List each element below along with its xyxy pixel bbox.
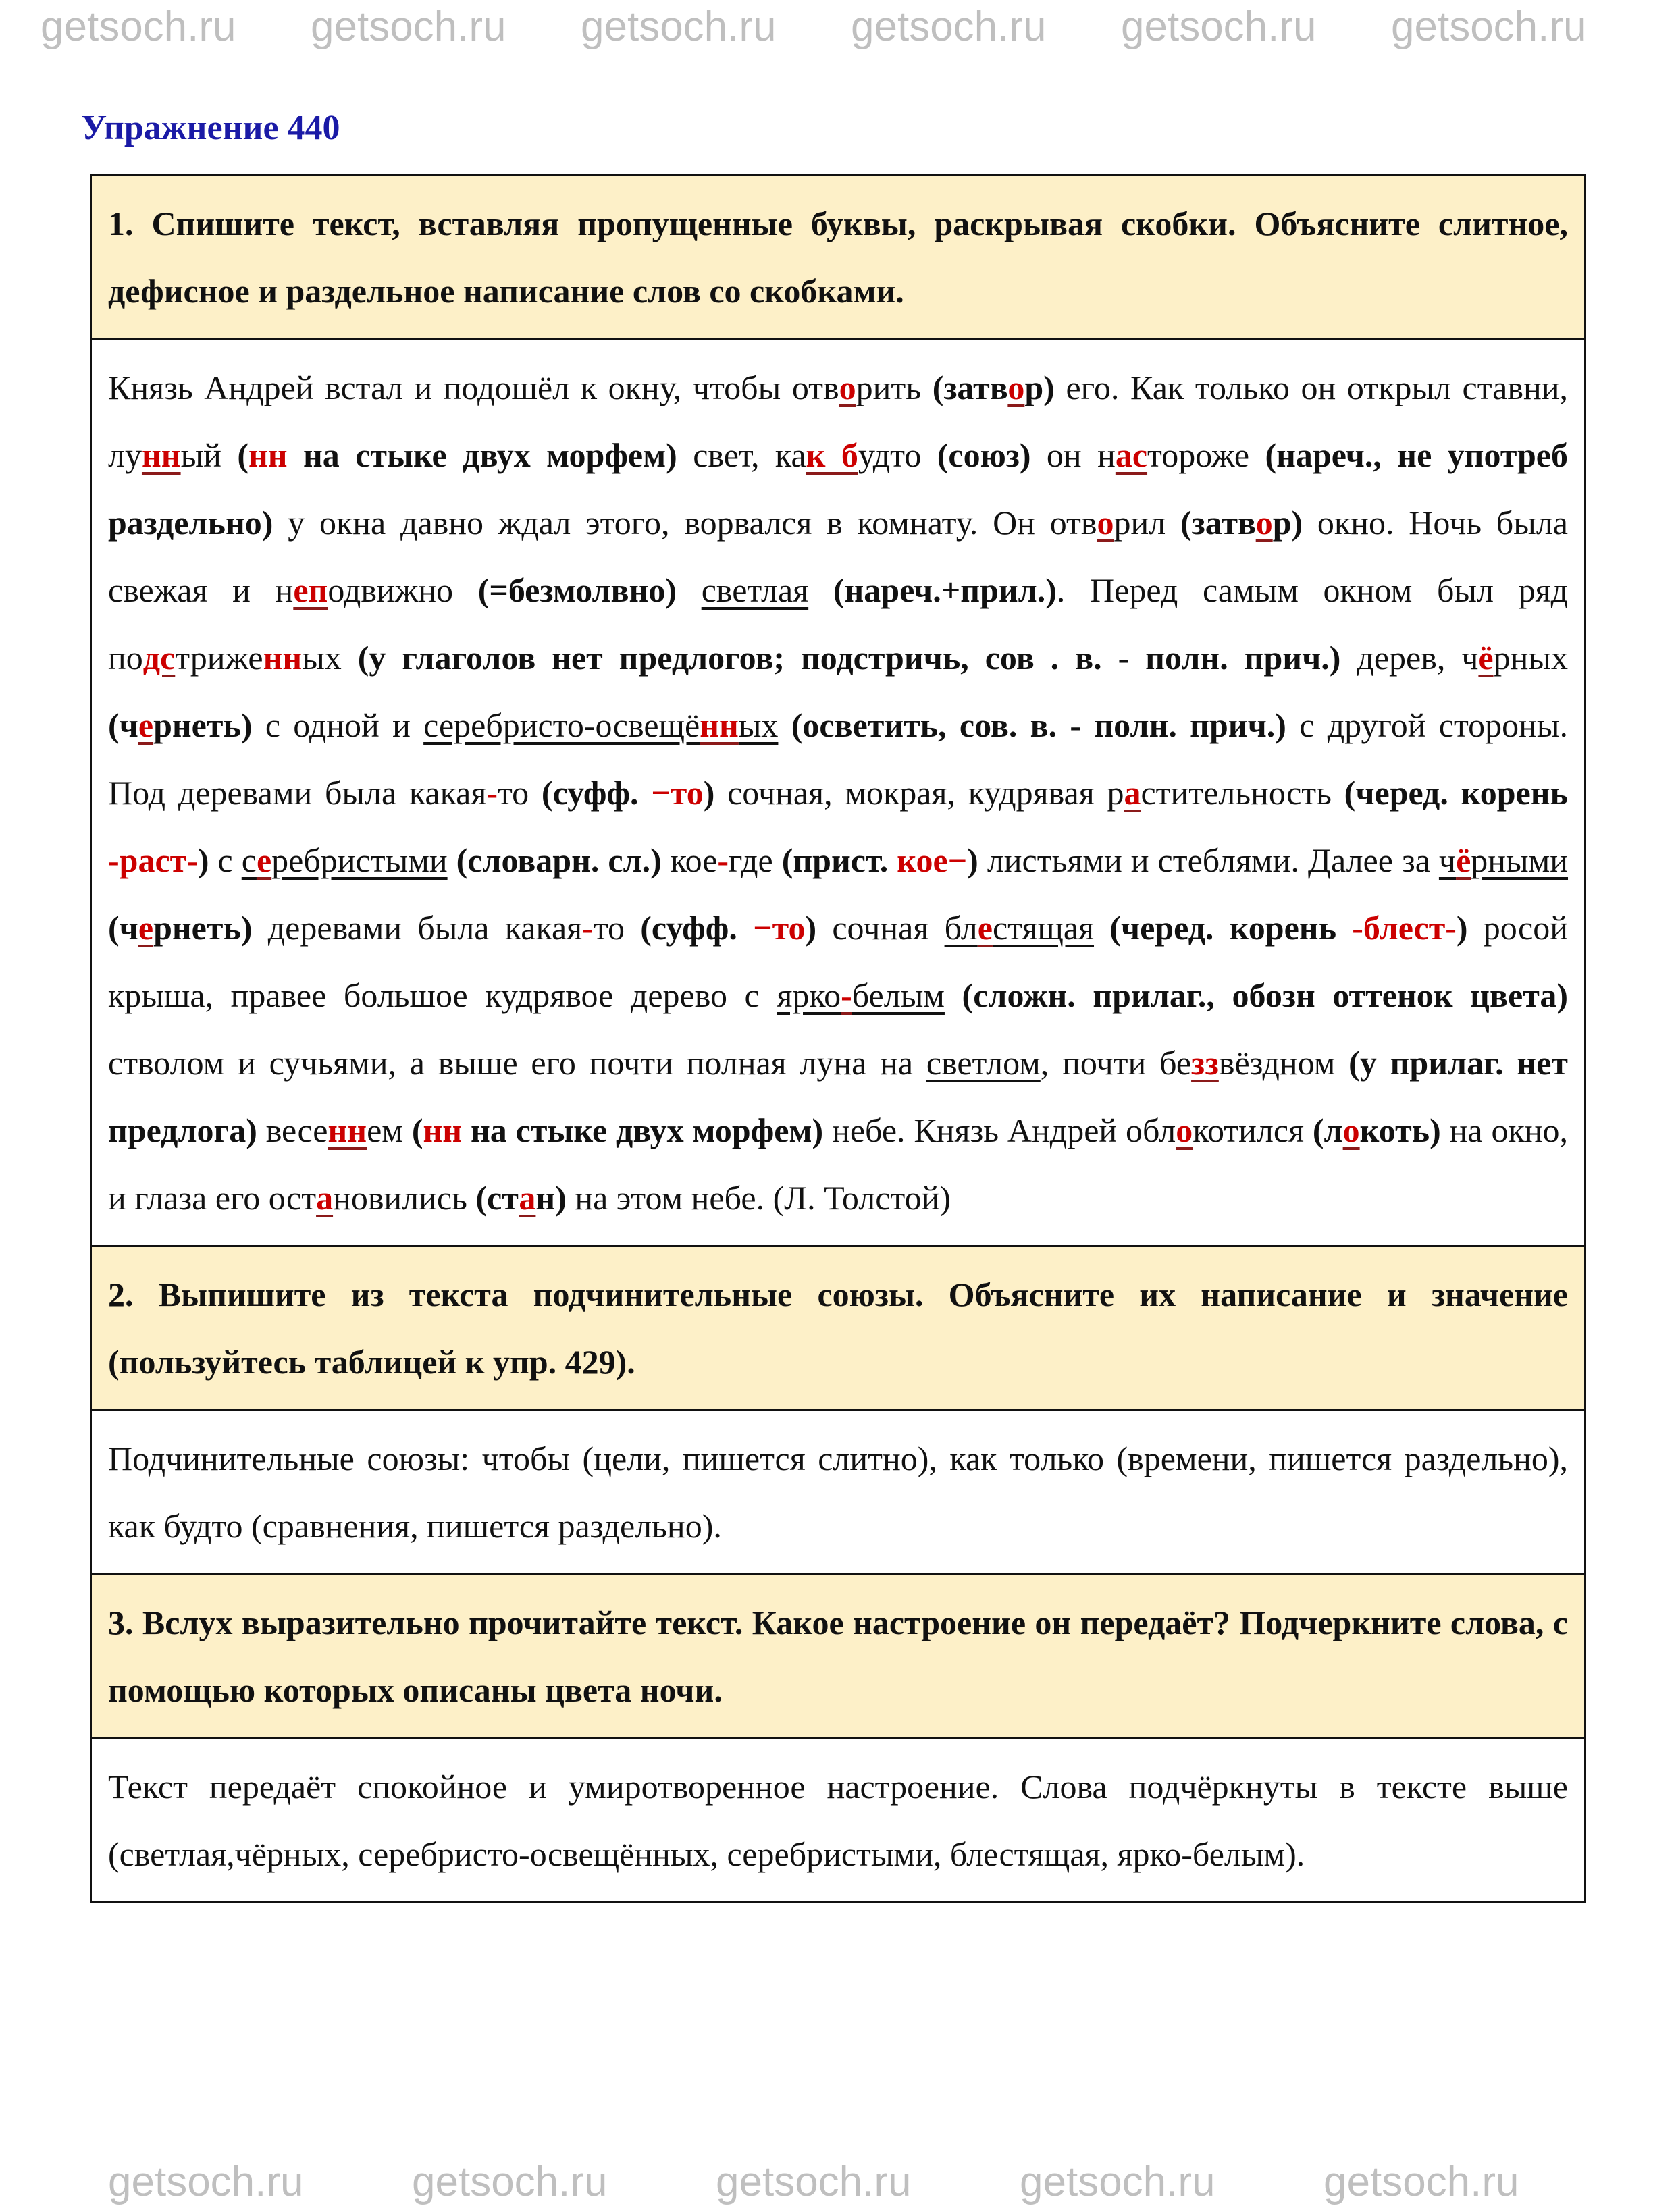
watermark: getsoch.ru [412, 2159, 608, 2205]
grammar-note: ) [805, 909, 817, 947]
text-segment: триже [175, 639, 263, 677]
highlighted-spelling: а [316, 1179, 334, 1217]
watermark: getsoch.ru [311, 3, 506, 50]
task3-question: 3. Вслух выразительно прочитайте текст. Какое настроение он передаёт? Подчеркните слова, с помощью которых описаны цвета ночи. [92, 1575, 1584, 1739]
highlighted-spelling: - [717, 841, 729, 879]
text-segment: то [593, 909, 641, 947]
highlighted-spelling: о [1176, 1111, 1193, 1149]
grammar-note: (нареч.+прил.) [833, 571, 1057, 609]
task2-question: 2. Выпишите из текста подчинительные союзы. Объясните их написание и значение (пользуйтесь таблицей к упр. 429). [92, 1247, 1584, 1411]
highlighted-spelling: еп [293, 571, 328, 609]
highlighted-spelling: - [582, 909, 594, 947]
text-segment: . Перед самым окном был ряд по [108, 571, 1569, 677]
text-segment [1094, 909, 1109, 947]
highlighted-spelling: - [841, 976, 852, 1014]
grammar-note: (=безмолвно) [477, 571, 677, 609]
grammar-note: (ч [108, 909, 138, 947]
text-segment: котился [1193, 1111, 1313, 1149]
highlighted-spelling: - [486, 774, 498, 812]
text-segment: ый [180, 436, 238, 474]
text-segment [448, 841, 456, 879]
grammar-note: ) [1456, 909, 1468, 947]
highlighted-spelling: кое− [897, 841, 968, 879]
grammar-note: н) [535, 1179, 567, 1217]
text-segment: у окна давно ждал этого, ворвался в комнату. Он отв [273, 504, 1097, 542]
text-segment: его. Как только он открыл ставни, лу [108, 369, 1568, 474]
highlighted-spelling: о [1097, 504, 1114, 542]
text-segment: , почти бе [1040, 1044, 1192, 1082]
highlighted-spelling: е [256, 841, 272, 879]
text-segment: стволом и сучьями, а выше его почти полная луна на [108, 1044, 926, 1082]
text-segment: вёздном [1218, 1044, 1349, 1082]
text-segment: ых [302, 639, 358, 677]
text-segment: сочная [816, 909, 945, 947]
grammar-note: (у прилаг. нет предлога) [108, 1044, 1568, 1149]
grammar-note: (суфф. [541, 774, 652, 812]
task1-answer [92, 340, 1584, 1247]
grammar-note: (затв [1180, 504, 1256, 542]
text-segment: удто [858, 436, 937, 474]
highlighted-spelling: ё [1478, 639, 1494, 677]
highlighted-spelling: е [977, 909, 993, 947]
highlighted-spelling: нн [141, 436, 181, 474]
grammar-note: р) [1024, 369, 1055, 406]
underlined-word: ребристыми [271, 841, 448, 879]
grammar-note: (л [1312, 1111, 1343, 1149]
highlighted-spelling: ё [1456, 841, 1471, 879]
highlighted-spelling: о [839, 369, 856, 406]
highlighted-spelling: -блест- [1352, 909, 1457, 947]
grammar-note: ) [967, 841, 978, 879]
grammar-note: ) [197, 841, 209, 879]
text-segment: он н [1030, 436, 1116, 474]
text-segment [945, 976, 962, 1014]
text-segment [778, 706, 791, 744]
underlined-word: рными [1471, 841, 1569, 879]
text-segment: то [497, 774, 542, 812]
task2-answer: Подчинительные союзы: чтобы (цели, пишется слитно), как только (времени, пишется раздельно), как будто (сравнения, пишется раздельно). [92, 1411, 1584, 1575]
grammar-note: (черед. корень [1344, 774, 1568, 812]
grammar-note: ( [237, 436, 248, 474]
text-segment: стительность [1141, 774, 1344, 812]
highlighted-spelling: -раст- [108, 841, 198, 879]
highlighted-spelling: нн [423, 1111, 463, 1149]
text-segment: дерев, ч [1340, 639, 1479, 677]
watermark: getsoch.ru [581, 3, 777, 50]
underlined-word: ых [738, 706, 779, 744]
grammar-note: (ст [475, 1179, 519, 1217]
underlined-word: бл [944, 909, 978, 947]
grammar-note: ) [703, 774, 715, 812]
task3-answer: Текст передаёт спокойное и умиротворенное настроение. Слова подчёркнуты в тексте выше (светлая,чёрных, серебристо-освещённых, серебристыми, блестящая, ярко-белым). [108, 1768, 1568, 1873]
text-segment: на окно, и глаза его ост [108, 1111, 1569, 1217]
text-segment: где [729, 841, 782, 879]
highlighted-spelling: е [138, 909, 154, 947]
watermark: getsoch.ru [108, 2159, 304, 2205]
highlighted-spelling: дс [142, 639, 176, 677]
underlined-word: светлом [926, 1044, 1041, 1082]
grammar-note: рнеть) [153, 909, 253, 947]
watermark: getsoch.ru [1020, 2159, 1215, 2205]
watermark: getsoch.ru [1121, 3, 1317, 50]
underlined-word: серебристо-освещё [423, 706, 700, 744]
text-segment: с одной и [252, 706, 424, 744]
grammar-note: на стыке двух морфем) [287, 436, 677, 474]
text-segment: свет, ка [677, 436, 806, 474]
underlined-word: с [241, 841, 257, 879]
watermark: getsoch.ru [41, 3, 236, 50]
grammar-note: коть) [1359, 1111, 1441, 1149]
grammar-note: (прист. [781, 841, 897, 879]
highlighted-spelling: нн [263, 639, 303, 677]
text-segment: окно. Ночь была свежая и н [108, 504, 1568, 609]
underlined-word: светлая [701, 571, 809, 609]
grammar-note: (нареч., не употреб раздельно) [108, 436, 1568, 542]
grammar-note: рнеть) [153, 706, 253, 744]
watermark: getsoch.ru [851, 3, 1047, 50]
underlined-word: белым [852, 976, 945, 1014]
grammar-note: (осветить, сов. в. - полн. прич.) [791, 706, 1286, 744]
grammar-note: ( [411, 1111, 423, 1149]
grammar-note: на стыке двух морфем) [462, 1111, 824, 1149]
grammar-note: (союз) [937, 436, 1031, 474]
grammar-note: (черед. корень [1109, 909, 1353, 947]
text-segment: деревами была какая [252, 909, 583, 947]
highlighted-spelling: о [1342, 1111, 1360, 1149]
text-segment: тороже [1147, 436, 1265, 474]
grammar-note: (словарн. сл.) [456, 841, 662, 879]
highlighted-spelling: ас [1115, 436, 1148, 474]
text-segment: рных [1493, 639, 1568, 677]
grammar-note: (у глаголов нет предлогов; подстричь, сов . в. - полн. прич.) [357, 639, 1341, 677]
exercise-title: Упражнение 440 [81, 109, 340, 147]
text-segment: сочная, мокрая, кудрявая р [714, 774, 1124, 812]
text-segment: с [209, 841, 242, 879]
watermark: getsoch.ru [1324, 2159, 1519, 2205]
highlighted-spelling: е [138, 706, 154, 744]
highlighted-spelling: а [1124, 774, 1141, 812]
text-segment: весе [257, 1111, 328, 1149]
highlighted-spelling: к б [806, 436, 858, 474]
text-segment: рить [856, 369, 933, 406]
text-segment: одвижно [328, 571, 478, 609]
watermark: getsoch.ru [716, 2159, 912, 2205]
highlighted-spelling: нн [248, 436, 288, 474]
text-segment: небе. Князь Андрей обл [823, 1111, 1176, 1149]
highlighted-spelling: о [1255, 504, 1273, 542]
highlighted-spelling: нн [700, 706, 739, 744]
text-segment: рил [1114, 504, 1181, 542]
text-segment [677, 571, 702, 609]
text-segment: Князь Андрей встал и подошёл к окну, чтобы отв [108, 369, 839, 406]
text-segment: росой крыша, правее большое кудрявое дерево с [108, 909, 1568, 1014]
highlighted-spelling: а [519, 1179, 536, 1217]
text-segment [808, 571, 833, 609]
text-segment: кое [661, 841, 718, 879]
exercise-table [90, 174, 1586, 1903]
grammar-note: (ч [108, 706, 138, 744]
highlighted-spelling: зз [1191, 1044, 1219, 1082]
underlined-word: стящая [992, 909, 1095, 947]
text-segment: на этом небе. (Л. Толстой) [566, 1179, 951, 1217]
underlined-word: ярко [777, 976, 841, 1014]
underlined-word: ч [1438, 841, 1457, 879]
highlighted-spelling: нн [328, 1111, 367, 1149]
text-segment: листьями и стеблями. Далее за [978, 841, 1439, 879]
highlighted-spelling: −то [753, 909, 806, 947]
text-segment: новились [333, 1179, 476, 1217]
task1-question: 1. Спишите текст, вставляя пропущенные буквы, раскрывая скобки. Объясните слитное, дефисное и раздельное написание слов со скобками. [92, 176, 1584, 340]
grammar-note: (затв [932, 369, 1008, 406]
highlighted-spelling: −то [651, 774, 704, 812]
grammar-note: (сложн. прилаг., обозн оттенок цвета) [962, 976, 1569, 1014]
watermark: getsoch.ru [1391, 3, 1587, 50]
grammar-note: р) [1272, 504, 1303, 542]
text-segment: с другой стороны. Под деревами была какая [108, 706, 1569, 812]
grammar-note: (суфф. [640, 909, 754, 947]
text-segment: ем [367, 1111, 412, 1149]
highlighted-spelling: о [1007, 369, 1025, 406]
